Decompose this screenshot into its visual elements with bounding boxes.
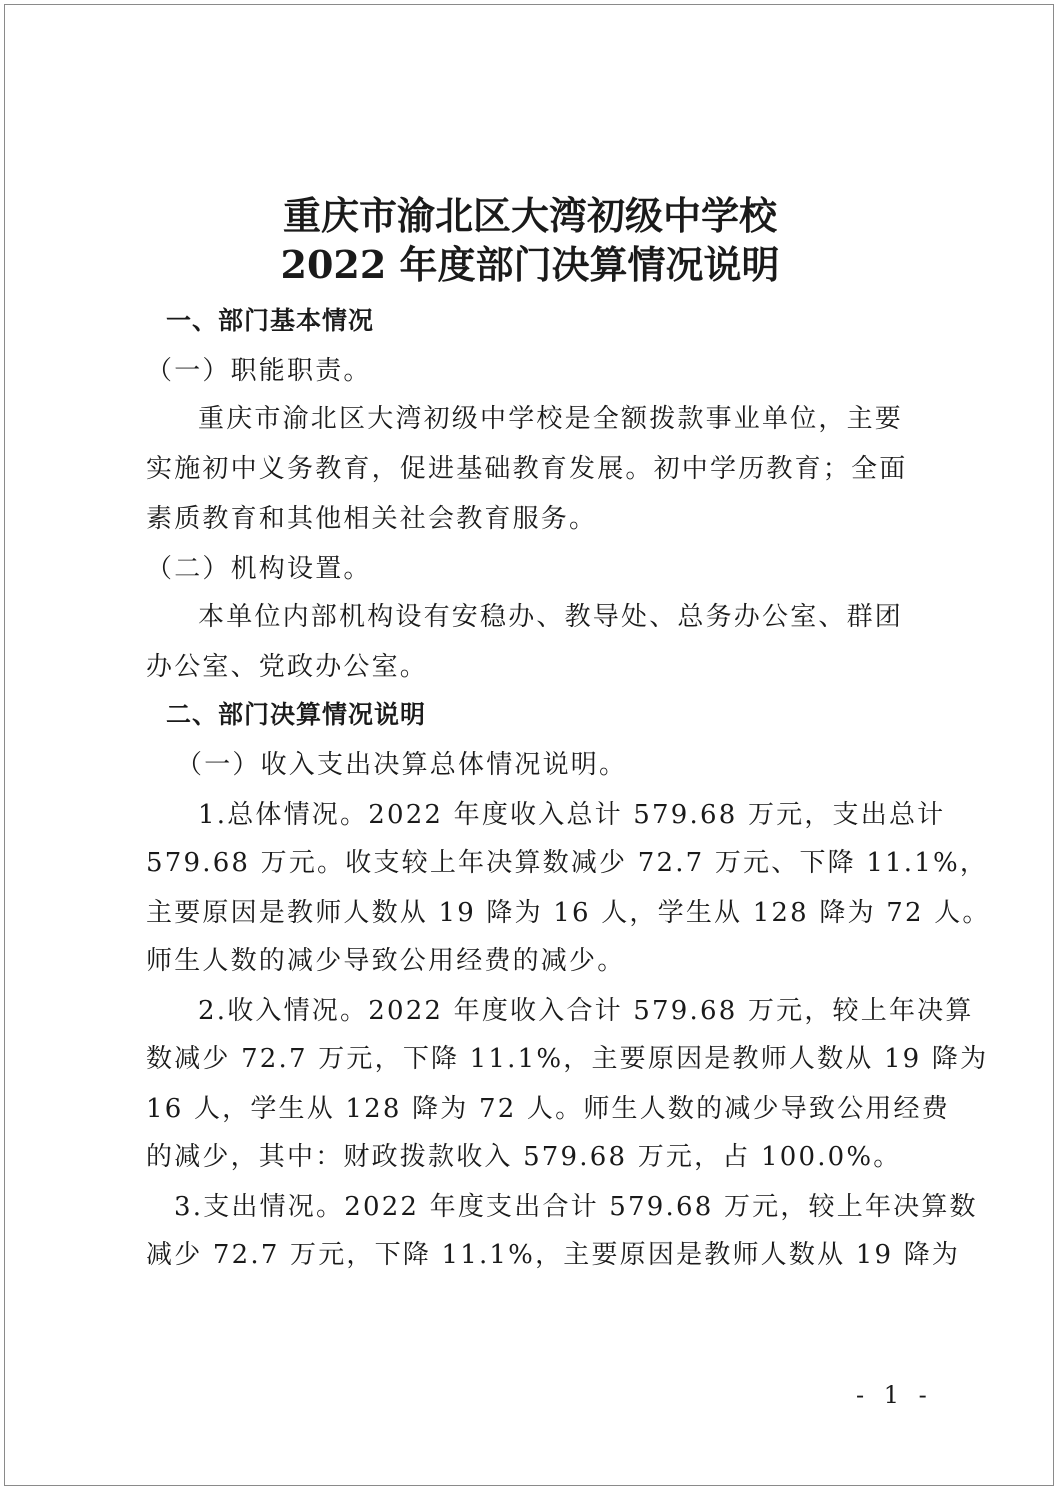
paragraph-line: 3.支出情况。2022 年度支出合计 579.68 万元，较上年决算数 [174,1192,978,1222]
section-heading-1: 一、部门基本情况 [166,306,375,335]
paragraph-line: 办公室、党政办公室。 [146,652,429,682]
document-title-line2: 2022 年度部门决算情况说明 [280,242,780,287]
document-title-line1: 重庆市渝北区大湾初级中学校 [282,193,777,238]
section-heading-2: 二、部门决算情况说明 [166,700,427,729]
paragraph-line: 2.收入情况。2022 年度收入合计 579.68 万元，较上年决算 [198,996,974,1026]
paragraph-line: 实施初中义务教育，促进基础教育发展。初中学历教育；全面 [146,454,908,484]
subsection-heading-structure: （二）机构设置。 [146,554,372,584]
paragraph-line: 素质教育和其他相关社会教育服务。 [146,504,598,534]
paragraph-line: 师生人数的减少导致公用经费的减少。 [146,946,626,976]
paragraph-line: 16 人，学生从 128 降为 72 人。师生人数的减少导致公用经费 [146,1094,950,1124]
paragraph-line: 1.总体情况。2022 年度收入总计 579.68 万元，支出总计 [198,800,946,830]
paragraph-line: 减少 72.7 万元，下降 11.1%，主要原因是教师人数从 19 降为 [146,1240,961,1270]
subsection-heading-overview: （一）收入支出决算总体情况说明。 [176,750,628,780]
paragraph-line: 本单位内部机构设有安稳办、教导处、总务办公室、群团 [198,602,904,632]
page-number: - 1 - [856,1381,933,1409]
paragraph-line: 重庆市渝北区大湾初级中学校是全额拨款事业单位，主要 [198,404,904,434]
paragraph-line: 数减少 72.7 万元，下降 11.1%，主要原因是教师人数从 19 降为 [146,1044,989,1074]
paragraph-line: 579.68 万元。收支较上年决算数减少 72.7 万元、下降 11.1%， [146,848,989,878]
subsection-heading-duties: （一）职能职责。 [146,356,372,386]
paragraph-line: 的减少，其中：财政拨款收入 579.68 万元，占 100.0%。 [146,1142,902,1172]
paragraph-line: 主要原因是教师人数从 19 降为 16 人，学生从 128 降为 72 人。 [146,898,991,928]
